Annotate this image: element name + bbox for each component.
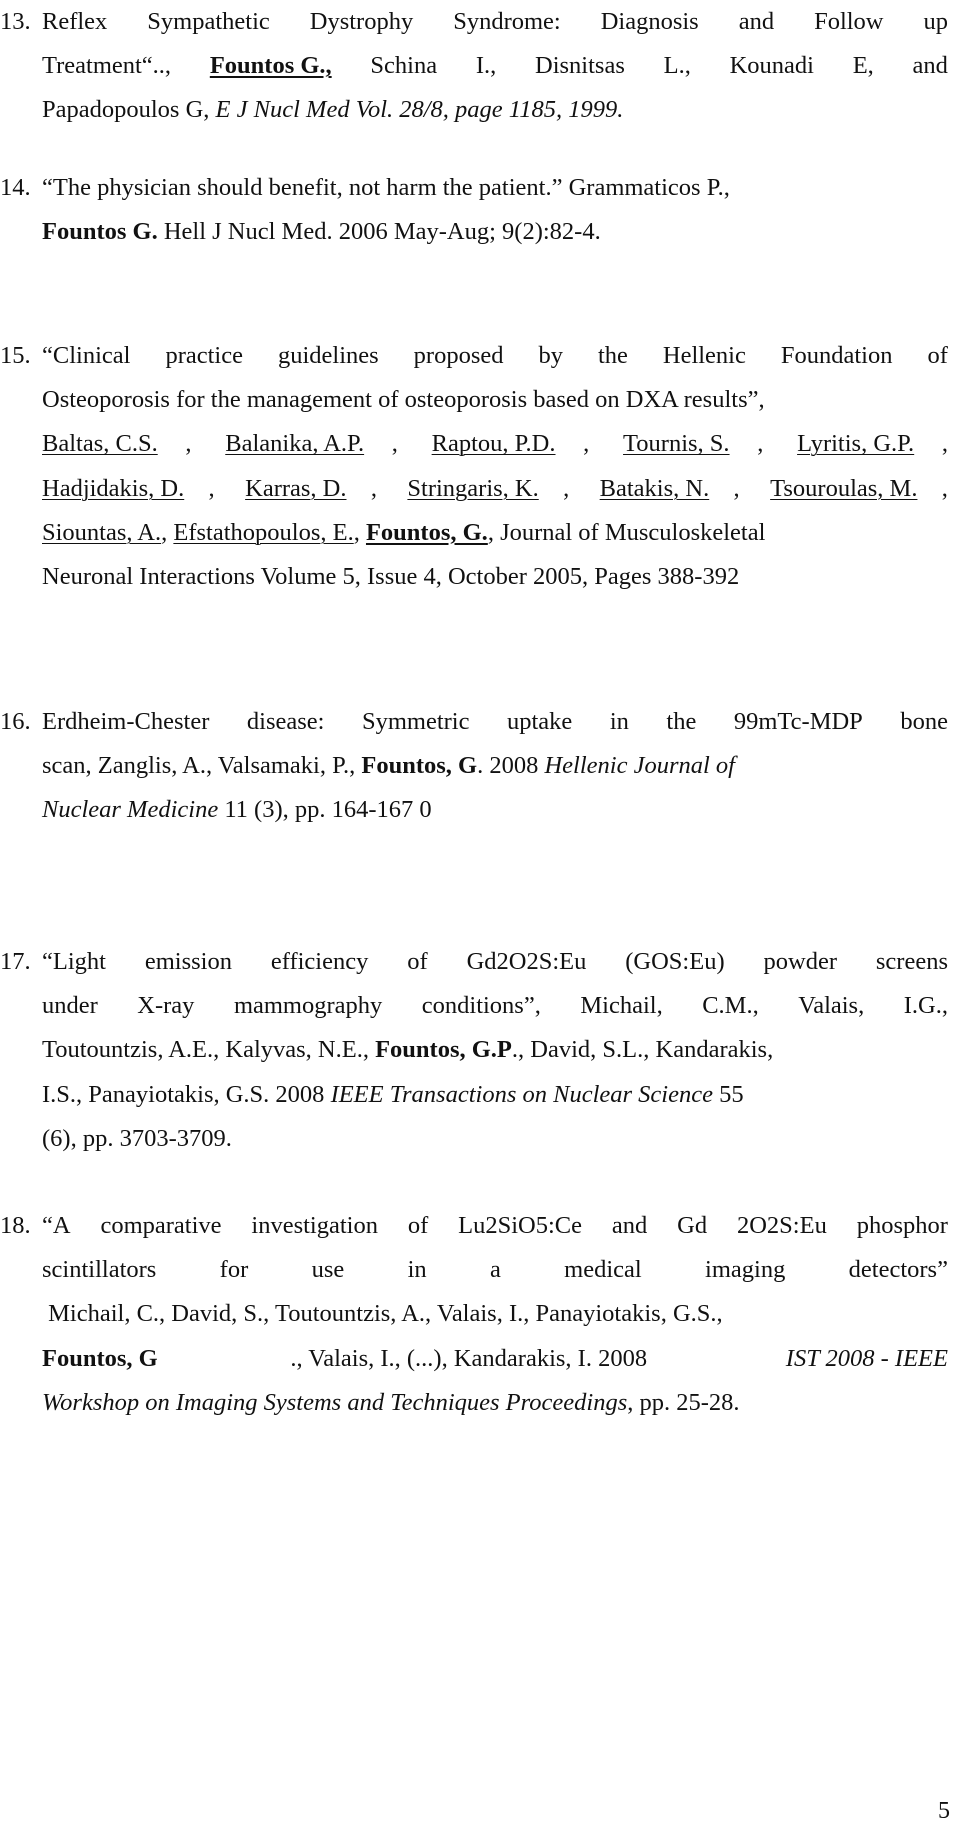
reference-text: Foundation [780, 342, 893, 369]
reference-text: scintillators [42, 1256, 157, 1284]
reference-text: “A [42, 1212, 71, 1239]
reference-text: bone [900, 708, 948, 735]
reference-text: Kounadi [729, 52, 814, 80]
reference-text: comparative [100, 1212, 222, 1239]
reference-text: Diagnosis [600, 8, 699, 35]
reference-text: emission [144, 948, 232, 975]
author-highlight: Fountos, G. [365, 518, 488, 546]
reference-text: (6), pp. 3703-3709. [42, 1124, 232, 1152]
reference-text: , [757, 430, 770, 458]
author-name: Hadjidakis, D. [42, 474, 185, 502]
reference-line [42, 422, 948, 466]
reference-text: and [738, 8, 775, 35]
reference-text: screens [875, 948, 948, 975]
reference-text: C.M., [702, 992, 759, 1020]
reference-text: I.S., Panayiotakis, G.S. 2008 [42, 1080, 331, 1108]
author-name: Siountas, A. [42, 518, 162, 546]
reference-text: of [407, 948, 428, 975]
journal-title: Hellenic Journal of [544, 752, 735, 780]
reference-text: by [538, 342, 563, 369]
reference-text: , [941, 474, 948, 502]
reference-text: Schina [370, 52, 438, 80]
reference-line [42, 1204, 948, 1248]
author-name: Efstathopoulos, E. [173, 518, 354, 546]
reference-line [42, 940, 948, 984]
reference-line [42, 378, 948, 422]
reference-text: , [563, 474, 576, 502]
reference-line [42, 44, 948, 88]
reference-text: Osteoporosis for the management of osteoporosis based on DXA results”, [42, 386, 765, 414]
author-name: Tournis, S. [623, 430, 730, 458]
reference-line [42, 555, 948, 599]
reference-line [42, 1028, 948, 1072]
reference-text: , [161, 518, 174, 546]
reference-text: disease: [246, 708, 325, 735]
author-name: Baltas, C.S. [42, 430, 158, 458]
reference-text: , [391, 430, 404, 458]
reference-text: Hell J Nucl Med. 2006 May-Aug; 9(2):82-4. [157, 218, 601, 246]
reference-text: L., [663, 52, 691, 80]
reference-number: 15. [0, 342, 31, 369]
reference-line [42, 334, 948, 378]
reference-text: X-ray [137, 992, 195, 1020]
reference-line [42, 1381, 948, 1425]
reference-text: , [208, 474, 221, 502]
reference-text: 11 (3), pp. 164-167 0 [218, 796, 432, 824]
reference-text: 99mTc-MDP [733, 708, 863, 735]
reference-line [42, 700, 948, 744]
reference-text: and [912, 52, 948, 80]
reference-text: of [407, 1212, 429, 1239]
reference-text: Follow [814, 8, 884, 35]
reference-line [42, 511, 948, 555]
author-highlight: Fountos G., [209, 52, 332, 80]
reference-text: conditions”, [421, 992, 541, 1020]
reference-text: Disnitsas [535, 52, 625, 80]
reference-number: 13. [0, 8, 31, 35]
reference-text: efficiency [270, 948, 369, 975]
reference-line [42, 1117, 948, 1161]
reference-text: (GOS:Eu) [625, 948, 725, 975]
reference-text: Toutountzis, A.E., Kalyvas, N.E., [42, 1036, 376, 1064]
reference-text: uptake [507, 708, 573, 735]
reference-text: , Journal of Musculoskeletal [487, 518, 766, 546]
author-name: Balanika, A.P. [225, 430, 365, 458]
reference-line [42, 210, 948, 254]
reference-text: Neuronal Interactions Volume 5, Issue 4, October 2005, Pages 388-392 [42, 563, 740, 590]
reference-line [42, 984, 948, 1028]
author-highlight: Fountos G. [42, 218, 158, 246]
reference-text: Michail, [580, 992, 663, 1020]
reference-text: 2O2S:Eu [736, 1212, 827, 1239]
reference-text: imaging [705, 1256, 786, 1284]
reference-text: , [733, 474, 746, 502]
reference-text: medical [564, 1256, 642, 1284]
journal-title: IEEE Transactions on Nuclear Science [330, 1080, 713, 1108]
reference-text: Treatment“.., [42, 52, 172, 80]
reference-text: “Clinical [42, 342, 131, 369]
reference-text: in [407, 1256, 427, 1284]
reference-line [42, 788, 948, 832]
reference-text: phosphor [856, 1212, 948, 1239]
reference-number: 18. [0, 1212, 31, 1239]
reference-text: under [42, 992, 98, 1020]
reference-text: . 2008 [477, 752, 545, 780]
reference-text: I.G., [903, 992, 948, 1020]
reference-text: scan, Zanglis, A., Valsamaki, P., [42, 752, 362, 780]
reference-text: Papadopoulos G, [42, 96, 216, 124]
author-name: Tsouroulas, M. [770, 474, 918, 502]
reference-line [42, 0, 948, 44]
reference-text: investigation [251, 1212, 378, 1239]
reference-number: 16. [0, 708, 31, 735]
reference-text: detectors” [848, 1256, 948, 1284]
reference-text: practice [165, 342, 243, 369]
reference-number: 14. [0, 174, 31, 201]
author-name: Raptou, P.D. [431, 430, 556, 458]
page-number: 5 [938, 1798, 950, 1824]
reference-number: 17. [0, 948, 31, 975]
reference-text: Syndrome: [453, 8, 561, 35]
reference-text: 55 [712, 1080, 744, 1108]
reference-text: a [489, 1256, 501, 1284]
reference-line [42, 1073, 948, 1117]
reference-line [42, 1292, 948, 1336]
reference-text: ., David, S.L., Kandarakis, [511, 1036, 774, 1064]
reference-text: Symmetric [361, 708, 470, 735]
reference-line [42, 744, 948, 788]
journal-title: IST 2008 - IEEE [785, 1344, 948, 1372]
reference-text: I., [475, 52, 497, 80]
reference-text: the [597, 342, 628, 369]
reference-line [42, 467, 948, 511]
journal-title: Nuclear Medicine [42, 796, 219, 824]
reference-text: “Light [42, 948, 106, 975]
author-name: Stringaris, K. [407, 474, 539, 502]
reference-text: and [611, 1212, 648, 1239]
reference-line [42, 1337, 948, 1381]
reference-text: Sympathetic [147, 8, 270, 35]
reference-text: Dystrophy [309, 8, 414, 35]
reference-text: Valais, [798, 992, 865, 1020]
reference-text: Gd [677, 1212, 708, 1239]
journal-title: Workshop on Imaging Systems and Techniques Proceedings [42, 1388, 628, 1416]
reference-text: Reflex [42, 8, 108, 35]
reference-text: up [923, 8, 948, 35]
author-name: Lyritis, G.P. [797, 430, 915, 458]
reference-text: ., Valais, I., (...), Kandarakis, I. 2008 [290, 1344, 654, 1372]
reference-text: Hellenic [662, 342, 746, 369]
reference-text: , pp. 25-28. [627, 1388, 740, 1416]
author-highlight: Fountos, G [42, 1344, 158, 1372]
reference-text: Lu2SiO5:Ce [458, 1212, 583, 1239]
reference-text: , [941, 430, 948, 458]
reference-text: in [609, 708, 629, 735]
author-highlight: Fountos, G.P [375, 1036, 512, 1064]
reference-text: “The physician should benefit, not harm the patient.” Grammaticos P., [42, 174, 730, 201]
journal-title: E J Nucl Med Vol. 28/8, page 1185, 1999. [215, 96, 624, 124]
author-highlight: Fountos, G [361, 752, 478, 780]
reference-text: for [219, 1256, 249, 1284]
reference-text: E, [852, 52, 874, 80]
reference-text: , [583, 430, 596, 458]
reference-text: Michail, C., David, S., Toutountzis, A., Valais, I., Panayiotakis, G.S., [42, 1300, 723, 1328]
reference-text: , [185, 430, 198, 458]
reference-text: of [927, 342, 948, 369]
reference-text: , [353, 518, 366, 546]
reference-text: , [370, 474, 384, 502]
reference-line [42, 88, 948, 132]
reference-text: powder [763, 948, 837, 975]
reference-text: Erdheim-Chester [42, 708, 210, 735]
reference-text: the [666, 708, 697, 735]
reference-line [42, 1248, 948, 1292]
reference-text: guidelines [277, 342, 379, 369]
author-name: Batakis, N. [599, 474, 710, 502]
author-name: Karras, D. [245, 474, 347, 502]
reference-text: proposed [413, 342, 504, 369]
reference-line [42, 166, 948, 210]
reference-text: Gd2O2S:Eu [466, 948, 587, 975]
reference-text: use [311, 1256, 345, 1284]
reference-text: mammography [233, 992, 383, 1020]
